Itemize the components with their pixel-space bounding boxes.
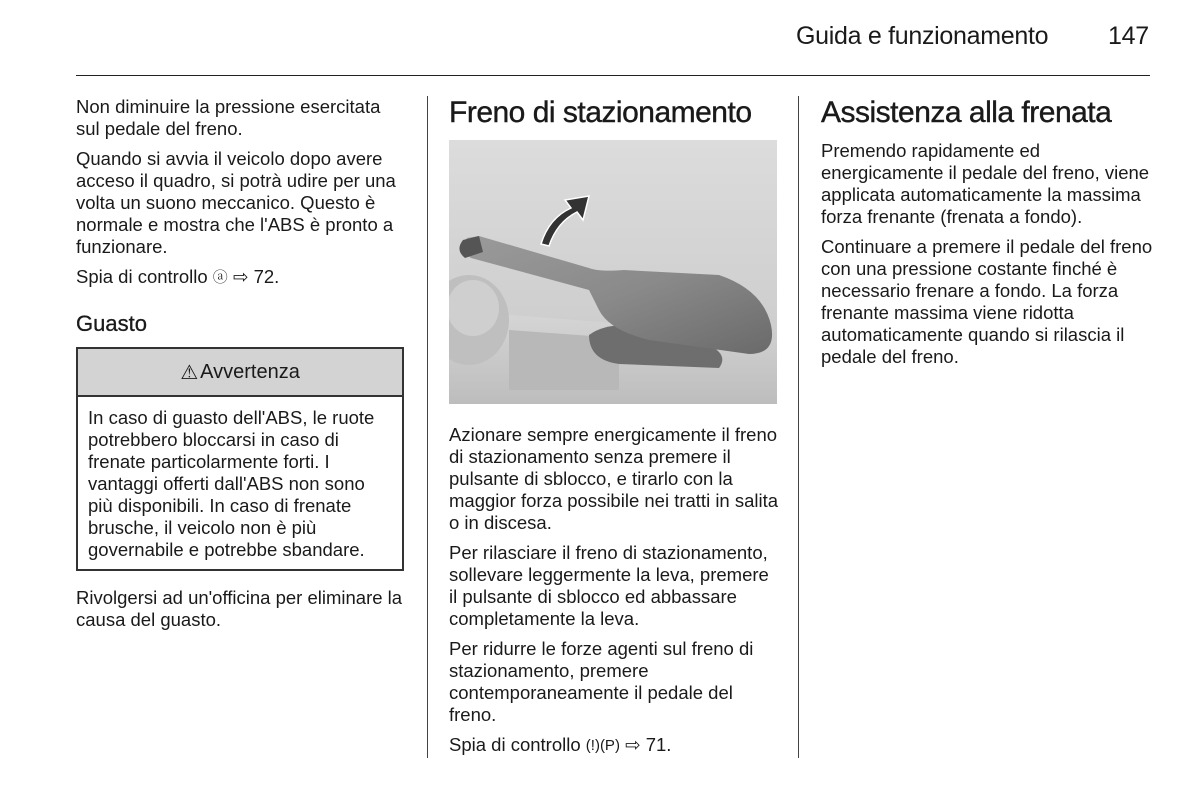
- paragraph: Per ridurre le forze agenti sul freno di stazionamento, premere contemporaneamente il pedale del freno.: [449, 638, 754, 725]
- header-rule: [76, 75, 1150, 76]
- paragraph: Quando si avvia il veicolo dopo avere acceso il quadro, si potrà udire per una volta un suono meccanico. Questo è normale e mostra che l'ABS è pronto a funzionare.: [76, 148, 396, 257]
- warning-box: [76, 347, 404, 571]
- indicator-label: Spia di controllo: [449, 734, 581, 755]
- warning-header: [78, 349, 402, 397]
- paragraph: Per rilasciare il freno di stazionamento, sollevare leggermente la leva, premere il pulsante di sblocco ed abbassare completamente la leva.: [449, 542, 769, 629]
- paragraph: Rivolgersi ad un'officina per eliminare la causa del guasto.: [76, 587, 403, 630]
- arrow-right-icon: ⇨: [232, 266, 249, 287]
- parking-brake-lever-image: [449, 140, 777, 404]
- section-heading: Freno di stazionamento: [449, 96, 752, 129]
- indicator-label: Spia di controllo: [76, 266, 208, 287]
- paragraph: Premendo rapidamente ed energicamente il pedale del freno, viene applicata automaticamente la massima forza frenante (frenata a fondo).: [821, 140, 1150, 227]
- indicator-reference: [76, 266, 408, 289]
- arrow-right-icon: ⇨: [625, 734, 641, 755]
- section-subheading: Guasto: [76, 311, 147, 336]
- column-divider-right: [798, 96, 799, 758]
- paragraph: Continuare a premere il pedale del freno con una pressione costante finché è necessario frenare a fondo. La forza frenante massima viene ridotta automaticamente quando si rilascia il pedale del freno.: [821, 236, 1153, 367]
- abs-icon: ⓐ: [212, 269, 228, 286]
- page-header-title: Guida e funzionamento: [796, 22, 1049, 50]
- indicator-reference: [449, 734, 779, 757]
- section-heading: Assistenza alla frenata: [821, 96, 1112, 129]
- column-divider-left: [427, 96, 428, 758]
- warning-body: In caso di guasto dell'ABS, le ruote potrebbero bloccarsi in caso di frenate particolarmente forti. I vantaggi offerti dall'ABS non sono più disponibili. In caso di frenate brusche, il veicolo non è più governabile e potrebbe sbandare.: [88, 407, 375, 560]
- page-reference: 72.: [253, 266, 280, 287]
- paragraph: Azionare sempre energicamente il freno di stazionamento senza premere il pulsante di sblocco, e tirarlo con la maggior forza possibile nei tratti in salita o in discesa.: [449, 424, 779, 533]
- warning-title: Avvertenza: [200, 360, 300, 383]
- page-reference: 71.: [645, 734, 672, 755]
- page-number: 147: [1108, 22, 1149, 50]
- middle-column: [449, 96, 779, 765]
- right-column: [821, 96, 1153, 376]
- warning-triangle-icon: ⚠: [180, 361, 199, 384]
- parking-brake-icon: (!)(P): [585, 737, 620, 754]
- paragraph: Non diminuire la pressione esercitata sul pedale del freno.: [76, 96, 381, 139]
- left-column: [76, 96, 408, 639]
